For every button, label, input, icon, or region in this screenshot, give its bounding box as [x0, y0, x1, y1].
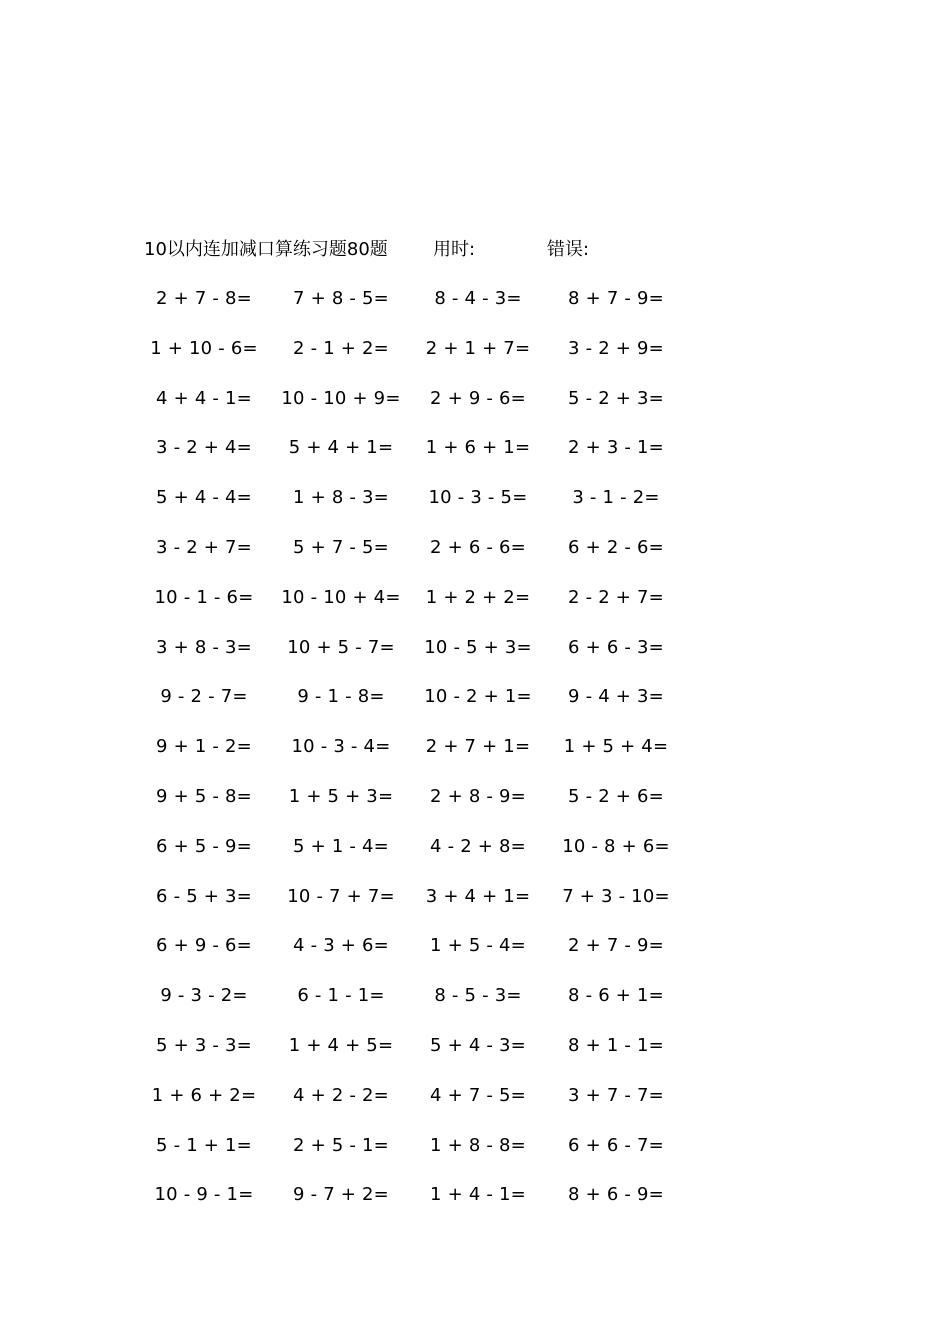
problem-row: [0, 933, 950, 983]
arithmetic-problem: 4 - 2 + 8=: [430, 835, 526, 857]
arithmetic-problem: 1 + 5 + 3=: [288, 785, 394, 807]
problem-row: [0, 734, 950, 784]
arithmetic-problem: 5 + 4 - 4=: [156, 487, 252, 509]
arithmetic-problem: 1 + 8 - 8=: [430, 1134, 526, 1156]
arithmetic-problem: 10 - 2 + 1=: [424, 686, 532, 708]
arithmetic-problem: 10 - 10 + 9=: [281, 387, 401, 409]
problem-row: [0, 1083, 950, 1133]
arithmetic-problem: 4 + 7 - 5=: [430, 1084, 526, 1106]
arithmetic-problem: 2 + 7 + 1=: [425, 736, 531, 758]
arithmetic-problem: 1 + 4 - 1=: [430, 1184, 526, 1206]
arithmetic-problem: 1 + 5 - 4=: [430, 935, 526, 957]
arithmetic-problem: 10 - 9 - 1=: [154, 1184, 254, 1206]
arithmetic-problem: 8 - 5 - 3=: [434, 985, 522, 1007]
arithmetic-problem: 1 + 6 + 1=: [425, 437, 531, 459]
arithmetic-problem: 3 - 2 + 4=: [156, 437, 252, 459]
arithmetic-problem: 4 + 2 - 2=: [293, 1084, 389, 1106]
arithmetic-problem: 4 - 3 + 6=: [293, 935, 389, 957]
arithmetic-problem: 7 + 3 - 10=: [562, 885, 670, 907]
arithmetic-problem: 8 - 6 + 1=: [568, 985, 664, 1007]
arithmetic-problem: 6 + 9 - 6=: [156, 935, 252, 957]
arithmetic-problem: 8 + 7 - 9=: [568, 288, 664, 309]
problem-row: [0, 336, 950, 386]
arithmetic-problem: 5 - 2 + 3=: [568, 387, 664, 409]
problem-row: [0, 485, 950, 535]
arithmetic-problem: 1 + 6 + 2=: [151, 1084, 257, 1106]
arithmetic-problem: 6 + 2 - 6=: [568, 536, 664, 558]
arithmetic-problem: 4 + 4 - 1=: [156, 387, 252, 409]
problem-row: [0, 884, 950, 934]
problem-row: [0, 834, 950, 884]
problem-row: [0, 784, 950, 834]
arithmetic-problem: 9 - 7 + 2=: [293, 1184, 389, 1206]
arithmetic-problem: 3 + 7 - 7=: [568, 1084, 664, 1106]
arithmetic-problem: 2 + 1 + 7=: [425, 337, 531, 359]
arithmetic-problem: 2 + 3 - 1=: [568, 437, 664, 459]
worksheet-header: [144, 236, 704, 264]
problem-row: [0, 684, 950, 734]
error-count-label: 错误:: [547, 239, 590, 260]
arithmetic-problem: 6 + 6 - 7=: [568, 1134, 664, 1156]
problem-row: [0, 1133, 950, 1183]
arithmetic-problem: 10 - 10 + 4=: [281, 586, 401, 608]
arithmetic-problem: 10 - 7 + 7=: [287, 885, 395, 907]
arithmetic-problem: 3 - 2 + 9=: [568, 337, 664, 359]
arithmetic-problem: 5 + 3 - 3=: [156, 1034, 252, 1056]
arithmetic-problem: 5 - 1 + 1=: [156, 1134, 252, 1156]
arithmetic-problem: 9 - 4 + 3=: [568, 686, 664, 708]
arithmetic-problem: 3 - 2 + 7=: [156, 536, 252, 558]
arithmetic-problem: 9 - 2 - 7=: [160, 686, 248, 708]
arithmetic-problem: 7 + 8 - 5=: [293, 288, 389, 309]
arithmetic-problem: 10 - 5 + 3=: [424, 636, 532, 658]
arithmetic-problem: 2 + 8 - 9=: [430, 785, 526, 807]
arithmetic-problem: 6 + 6 - 3=: [568, 636, 664, 658]
arithmetic-problem: 1 + 4 + 5=: [288, 1034, 394, 1056]
arithmetic-problem: 8 + 1 - 1=: [568, 1034, 664, 1056]
arithmetic-problem: 10 + 5 - 7=: [287, 636, 395, 658]
arithmetic-problem: 1 + 5 + 4=: [563, 736, 669, 758]
arithmetic-problem: 6 + 5 - 9=: [156, 835, 252, 857]
arithmetic-problem: 10 - 3 - 4=: [291, 736, 391, 758]
problem-row: [0, 386, 950, 436]
problem-row: [0, 286, 950, 336]
arithmetic-problem: 5 - 2 + 6=: [568, 785, 664, 807]
arithmetic-problem: 9 + 1 - 2=: [156, 736, 252, 758]
arithmetic-problem: 10 - 1 - 6=: [154, 586, 254, 608]
problem-row: [0, 1033, 950, 1083]
problem-row: [0, 535, 950, 585]
arithmetic-problem: 3 + 8 - 3=: [156, 636, 252, 658]
arithmetic-problem: 2 + 7 - 8=: [156, 288, 252, 309]
arithmetic-problem: 6 - 1 - 1=: [297, 985, 385, 1007]
arithmetic-problem: 8 - 4 - 3=: [434, 288, 522, 309]
arithmetic-problem: 2 + 9 - 6=: [430, 387, 526, 409]
arithmetic-problem: 3 - 1 - 2=: [572, 487, 660, 509]
arithmetic-problem: 5 + 4 + 1=: [288, 437, 394, 459]
worksheet-title: 10以内连加减口算练习题80题: [144, 239, 388, 260]
arithmetic-problem: 2 + 6 - 6=: [430, 536, 526, 558]
problem-grid: [0, 286, 950, 1232]
arithmetic-problem: 5 + 1 - 4=: [293, 835, 389, 857]
arithmetic-problem: 6 - 5 + 3=: [156, 885, 252, 907]
arithmetic-problem: 9 - 1 - 8=: [297, 686, 385, 708]
problem-row: [0, 585, 950, 635]
arithmetic-problem: 10 - 8 + 6=: [562, 835, 670, 857]
arithmetic-problem: 1 + 2 + 2=: [425, 586, 531, 608]
arithmetic-problem: 8 + 6 - 9=: [568, 1184, 664, 1206]
arithmetic-problem: 1 + 10 - 6=: [150, 337, 258, 359]
arithmetic-problem: 2 + 5 - 1=: [293, 1134, 389, 1156]
problem-row: [0, 983, 950, 1033]
arithmetic-problem: 5 + 4 - 3=: [430, 1034, 526, 1056]
time-used-label: 用时:: [433, 239, 476, 260]
problem-row: [0, 635, 950, 685]
arithmetic-problem: 9 - 3 - 2=: [160, 985, 248, 1007]
arithmetic-problem: 9 + 5 - 8=: [156, 785, 252, 807]
arithmetic-problem: 2 - 2 + 7=: [568, 586, 664, 608]
arithmetic-problem: 10 - 3 - 5=: [428, 487, 528, 509]
arithmetic-problem: 2 - 1 + 2=: [293, 337, 389, 359]
arithmetic-problem: 2 + 7 - 9=: [568, 935, 664, 957]
problem-row: [0, 1182, 950, 1232]
arithmetic-problem: 3 + 4 + 1=: [425, 885, 531, 907]
arithmetic-problem: 1 + 8 - 3=: [293, 487, 389, 509]
problem-row: [0, 435, 950, 485]
arithmetic-problem: 5 + 7 - 5=: [293, 536, 389, 558]
